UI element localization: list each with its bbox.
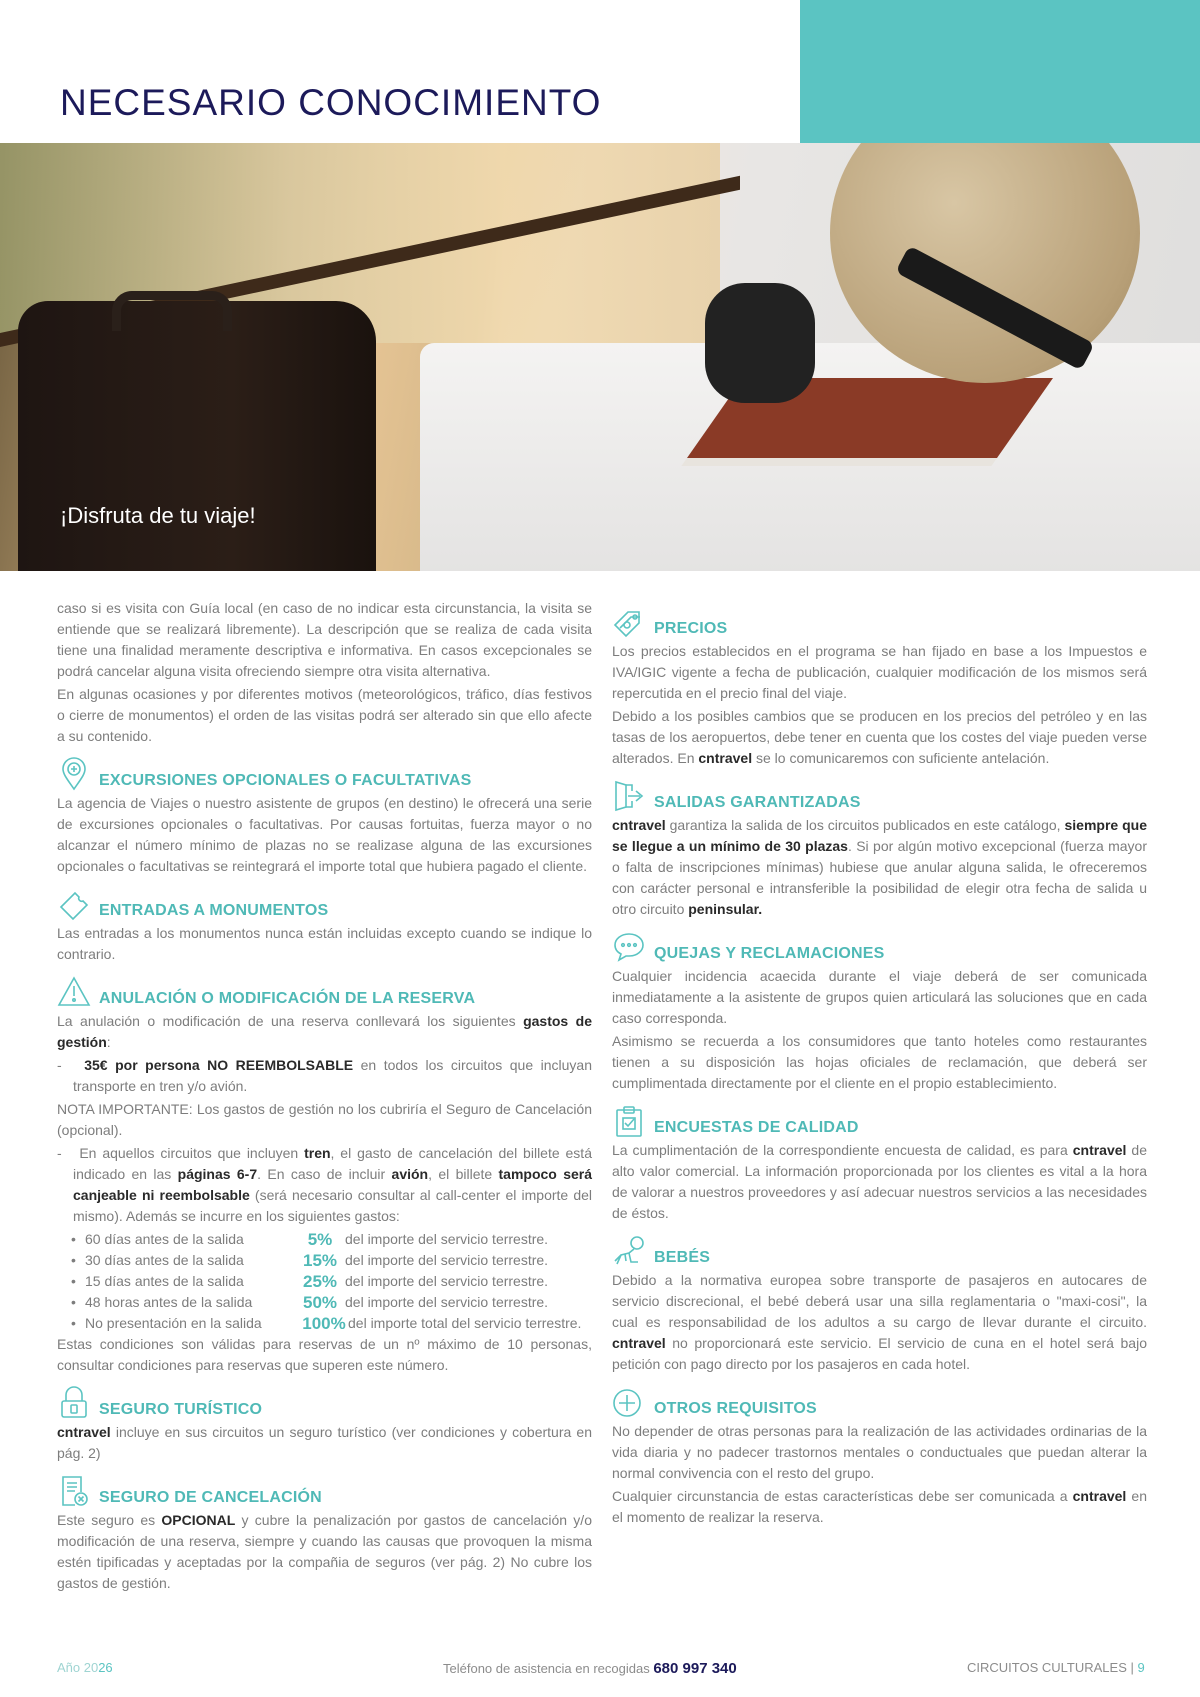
section-title: ENTRADAS A MONUMENTOS — [99, 902, 329, 919]
section-text: Asimismo se recuerda a los consumidores que tanto hoteles como restaurantes tienen a su disposición las hojas oficiales de reclamación, que deberá ser cumplimentada directamente por el cliente en el propio establecimiento. — [612, 1033, 1147, 1091]
footer-phone: Teléfono de asistencia en recogidas 680 997 340 — [443, 1660, 737, 1677]
footer-section: CIRCUITOS CULTURALES | 9 — [967, 1660, 1145, 1675]
section-entradas — [57, 887, 592, 965]
teal-accent-block — [800, 0, 1200, 143]
hero-image — [0, 143, 1200, 571]
section-text: Debido a la normativa europea sobre transporte de pasajeros en autocares de servicio discrecional, el bebé deberá usar una silla reglamentaria o "maxi-cosi", la cual es responsabilidad de los adultos a su cargo de llevar durante el circuito. cntravel no proporcionará este servicio. El servicio de cuna en el hotel será bajo petición con pago directo por los pasajeros en cada hotel. — [612, 1272, 1147, 1372]
page-number: 9 — [1137, 1660, 1145, 1675]
document-cancel-icon — [57, 1474, 91, 1508]
section-text: La anulación o modificación de una reserva conllevará los siguientes gastos de gestión: — [57, 1013, 592, 1050]
left-column — [57, 598, 592, 1596]
section-title: SEGURO TURÍSTICO — [99, 1401, 263, 1418]
fee-row: • 30 días antes de la salida 15% del importe del servicio terrestre. — [71, 1251, 549, 1270]
section-title: PRECIOS — [654, 620, 728, 637]
section-title: BEBÉS — [654, 1249, 711, 1266]
important-note: NOTA IMPORTANTE: Los gastos de gestión no los cubriría el Seguro de Cancelación (opcional). — [57, 1101, 592, 1138]
section-quejas — [612, 930, 1147, 1094]
section-otros — [612, 1385, 1147, 1528]
clipboard-check-icon — [612, 1104, 646, 1138]
section-text: Este seguro es OPCIONAL y cubre la penalización por gastos de cancelación y/o modificación de una reserva, siempre y cuando las causas que provoquen la misma estén tipificadas y aceptadas por la compañia de seguros (ver pág. 2) No cubre los gastos de gestión. — [57, 1512, 592, 1591]
intro-paragraph: caso si es visita con Guía local (en caso de no indicar esta circunstancia, la visita se entiende que se realizará libremente). La descripción que se realiza de cada visita tiene una finalidad meramente descriptiva e informativa. En casos excepcionales se podrá cancelar alguna visita ofreciendo siempre otra visita alternativa. — [57, 600, 592, 679]
ticket-icon — [57, 887, 91, 921]
price-tags-icon — [612, 605, 646, 639]
section-seguro-turistico — [57, 1386, 592, 1464]
warning-triangle-icon — [57, 975, 91, 1009]
footer-year: Año 2026 — [57, 1660, 113, 1675]
speech-bubble-icon — [612, 930, 646, 964]
fee-row: • 48 horas antes de la salida 50% del importe del servicio terrestre. — [71, 1293, 549, 1312]
section-title: OTROS REQUISITOS — [654, 1400, 817, 1417]
cancellation-fee-list — [57, 1229, 592, 1334]
section-seguro-cancelacion — [57, 1474, 592, 1594]
section-title: QUEJAS Y RECLAMACIONES — [654, 945, 885, 962]
section-text: No depender de otras personas para la realización de las actividades ordinarias de la vida diaria y no padecer trastornos mentales o conductuales que puedan alterar la normal convivencia con el resto del grupo. — [612, 1423, 1147, 1481]
padlock-icon — [57, 1386, 91, 1420]
intro-paragraph: En algunas ocasiones y por diferentes motivos (meteorológicos, tráfico, días festivos o cierre de monumentos) el orden de las visitas podrá ser alterado sin que ello afecte a su contenido. — [57, 686, 592, 744]
section-text: cntravel incluye en sus circuitos un seguro turístico (ver condiciones y cobertura en pág. 2) — [57, 1424, 592, 1461]
section-anulacion — [57, 975, 592, 1376]
section-title: EXCURSIONES OPCIONALES O FACULTATIVAS — [99, 772, 472, 789]
section-text: Cualquier incidencia acaecida durante el viaje deberá de ser comunicada inmediatamente a la asistente de grupos quien articulará las soluciones que en cada caso corresponda. — [612, 968, 1147, 1026]
section-text: Cualquier circunstancia de estas características debe ser comunicada a cntravel en el momento de realizar la reserva. — [612, 1488, 1147, 1525]
page-title: NECESARIO CONOCIMIENTO — [60, 82, 602, 123]
fee-item: - En aquellos circuitos que incluyen tren, el gasto de cancelación del billete está indicado en las páginas 6-7. En caso de incluir avión, el billete tampoco será canjeable ni reembolsable (será necesario consultar al call-center el importe del mismo). Además se incurre en los siguientes gastos: — [57, 1145, 593, 1224]
section-title: SALIDAS GARANTIZADAS — [654, 794, 861, 811]
fee-item: - 35€ por persona NO REEMBOLSABLE en todos los circuitos que incluyan transporte en tren y/o avión. — [57, 1057, 592, 1094]
section-title: SEGURO DE CANCELACIÓN — [99, 1489, 322, 1506]
page-footer — [0, 1660, 1200, 1680]
right-column — [612, 605, 1147, 1530]
section-text: Debido a los posibles cambios que se producen en los precios del petróleo y en las tasas de los aeropuertos, debe tener en cuenta que los costes del viaje pueden verse alterados. En cntravel se lo comunicaremos con suficiente antelación. — [612, 708, 1147, 766]
fee-row: • 15 días antes de la salida 25% del importe del servicio terrestre. — [71, 1272, 549, 1291]
section-precios — [612, 605, 1147, 769]
section-text: Estas condiciones son válidas para reservas de un nº máximo de 10 personas, consultar condiciones para reservas que superen este número. — [57, 1336, 592, 1373]
hero-caption: ¡Disfruta de tu viaje! — [60, 503, 256, 528]
section-text: Los precios establecidos en el programa se han fijado en base a los Impuestos e IVA/IGIC vigente a fecha de publicación, cualquier modificación de los mismos será repercutida en el precio final del viaje. — [612, 643, 1147, 701]
hero-camera — [705, 283, 815, 403]
section-salidas — [612, 779, 1147, 920]
section-text: La cumplimentación de la correspondiente encuesta de calidad, es para cntravel de alto valor comercial. La información proporcionada por los clientes es vital a la hora de valorar a nuestros proveedores y así adecuar nuestros servicios a las necesidades de éstos. — [612, 1142, 1147, 1221]
hero-suitcase — [18, 301, 376, 571]
section-text: La agencia de Viajes o nuestro asistente de grupos (en destino) le ofrecerá una serie de excursiones opcionales o facultativas. Por causas fortuitas, fuerza mayor o no alcanzar el número mínimo de plazas no se realizase alguna de las excursiones opcionales o facultativas se reintegrará el importe total que hubiera pagado el cliente. — [57, 795, 592, 874]
section-bebes — [612, 1234, 1147, 1375]
door-exit-icon — [612, 779, 646, 813]
section-text: cntravel garantiza la salida de los circuitos publicados en este catálogo, siempre que se llegue a un mínimo de 30 plazas. Si por algún motivo excepcional (fuerza mayor o falta de inscripciones mínimas) hubiese que anular alguna salida, le ofreceremos con carácter personal e intransferible la posibilidad de elegir otra fecha de salida u otro circuito peninsular. — [612, 817, 1147, 917]
section-encuestas — [612, 1104, 1147, 1224]
section-text: Las entradas a los monumentos nunca están incluidas excepto cuando se indique lo contrario. — [57, 925, 592, 962]
hero-suitcase-handle — [112, 291, 232, 331]
section-excursiones — [57, 757, 592, 877]
map-pin-plus-icon — [57, 757, 91, 791]
plus-circle-icon — [612, 1385, 646, 1419]
phone-number: 680 997 340 — [653, 1660, 737, 1677]
section-title: ENCUESTAS DE CALIDAD — [654, 1119, 859, 1136]
crawling-baby-icon — [612, 1234, 646, 1268]
fee-row: • No presentación en la salida 100% del importe total del servicio terrestre. — [71, 1314, 582, 1333]
section-title: ANULACIÓN O MODIFICACIÓN DE LA RESERVA — [99, 990, 476, 1007]
fee-row: • 60 días antes de la salida 5% del importe del servicio terrestre. — [71, 1230, 549, 1249]
